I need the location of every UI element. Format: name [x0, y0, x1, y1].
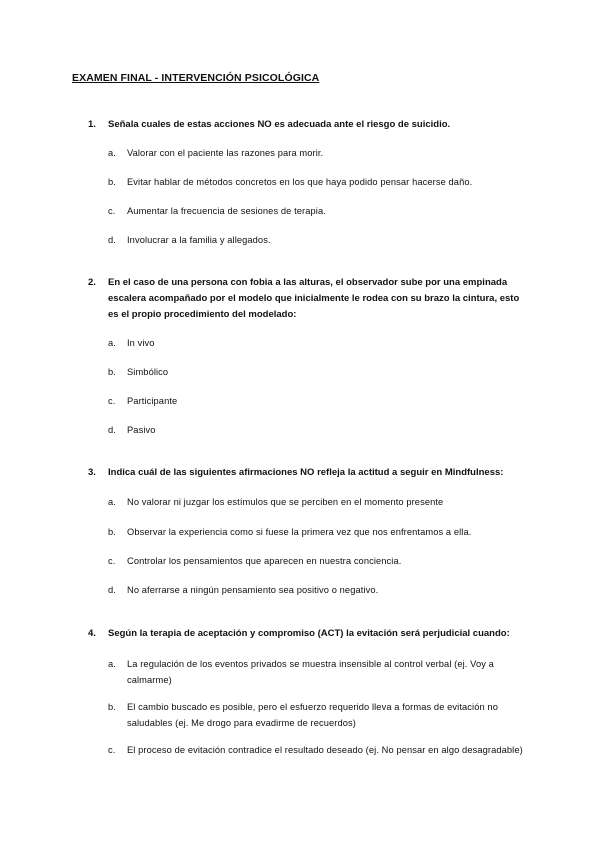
question-1: [88, 117, 528, 133]
option-letter: a.: [108, 148, 116, 158]
question-3: [88, 465, 528, 481]
option-text: Aumentar la frecuencia de sesiones de terapia.: [127, 206, 326, 216]
question-number: 1.: [88, 119, 96, 130]
option-text: In vivo: [127, 338, 155, 348]
option-text: Valorar con el paciente las razones para morir.: [127, 148, 324, 158]
option-text: Controlar los pensamientos que aparecen en nuestra conciencia.: [127, 556, 402, 566]
option-3a: [108, 494, 528, 510]
option-letter: c.: [108, 745, 116, 755]
question-number: 3.: [88, 467, 96, 478]
option-text: No aferrarse a ningún pensamiento sea positivo o negativo.: [127, 585, 379, 595]
option-2a: [108, 335, 528, 351]
option-text: Observar la experiencia como si fuese la primera vez que nos enfrentamos a ella.: [127, 527, 472, 537]
option-3d: [108, 582, 528, 598]
option-letter: c.: [108, 396, 116, 406]
question-2: [88, 275, 528, 323]
option-4a: [108, 656, 528, 688]
option-text: Pasivo: [127, 425, 156, 435]
option-4b: [108, 699, 528, 731]
option-1a: [108, 145, 528, 161]
option-2b: [108, 364, 528, 380]
option-1b: [108, 174, 528, 190]
question-text: Según la terapia de aceptación y compromiso (ACT) la evitación será perjudicial cuando:: [108, 628, 510, 639]
option-text: No valorar ni juzgar los estímulos que se perciben en el momento presente: [127, 497, 444, 507]
question-4: [88, 626, 528, 642]
option-3b: [108, 524, 528, 540]
option-2c: [108, 393, 528, 409]
question-text: En el caso de una persona con fobia a las alturas, el observador sube por una empinada escalera acompañado por el modelo que inicialmente le rodea con su brazo la cintura, esto es el propio procedimiento del modelado:: [108, 277, 520, 320]
question-number: 4.: [88, 628, 96, 639]
question-text: Señala cuales de estas acciones NO es adecuada ante el riesgo de suicidio.: [108, 119, 451, 130]
question-text: Indica cuál de las siguientes afirmaciones NO refleja la actitud a seguir en Mindfulness:: [108, 467, 504, 478]
option-1d: [108, 232, 528, 248]
option-1c: [108, 203, 528, 219]
option-letter: a.: [108, 659, 116, 669]
option-text: Evitar hablar de métodos concretos en los que haya podido pensar hacerse daño.: [127, 177, 473, 187]
option-letter: c.: [108, 556, 116, 566]
option-text: El proceso de evitación contradice el resultado deseado (ej. No pensar en algo desagradable): [127, 745, 523, 755]
option-letter: b.: [108, 367, 116, 377]
question-number: 2.: [88, 277, 96, 288]
exam-title: EXAMEN FINAL - INTERVENCIÓN PSICOLÓGICA: [72, 72, 320, 84]
option-letter: c.: [108, 206, 116, 216]
option-letter: d.: [108, 425, 116, 435]
option-letter: d.: [108, 585, 116, 595]
option-letter: b.: [108, 702, 116, 712]
option-text: Participante: [127, 396, 178, 406]
option-4c: [108, 742, 528, 758]
option-letter: b.: [108, 527, 116, 537]
option-letter: d.: [108, 235, 116, 245]
option-text: La regulación de los eventos privados se muestra insensible al control verbal (ej. Voy a calmarme): [127, 659, 494, 685]
option-2d: [108, 422, 528, 438]
option-text: El cambio buscado es posible, pero el esfuerzo requerido lleva a formas de evitación no saludables (ej. Me drogo para evadirme de recuerdos): [127, 702, 498, 728]
option-letter: a.: [108, 497, 116, 507]
option-letter: b.: [108, 177, 116, 187]
option-text: Involucrar a la familia y allegados.: [127, 235, 271, 245]
option-letter: a.: [108, 338, 116, 348]
option-text: Simbólico: [127, 367, 169, 377]
option-3c: [108, 553, 528, 569]
